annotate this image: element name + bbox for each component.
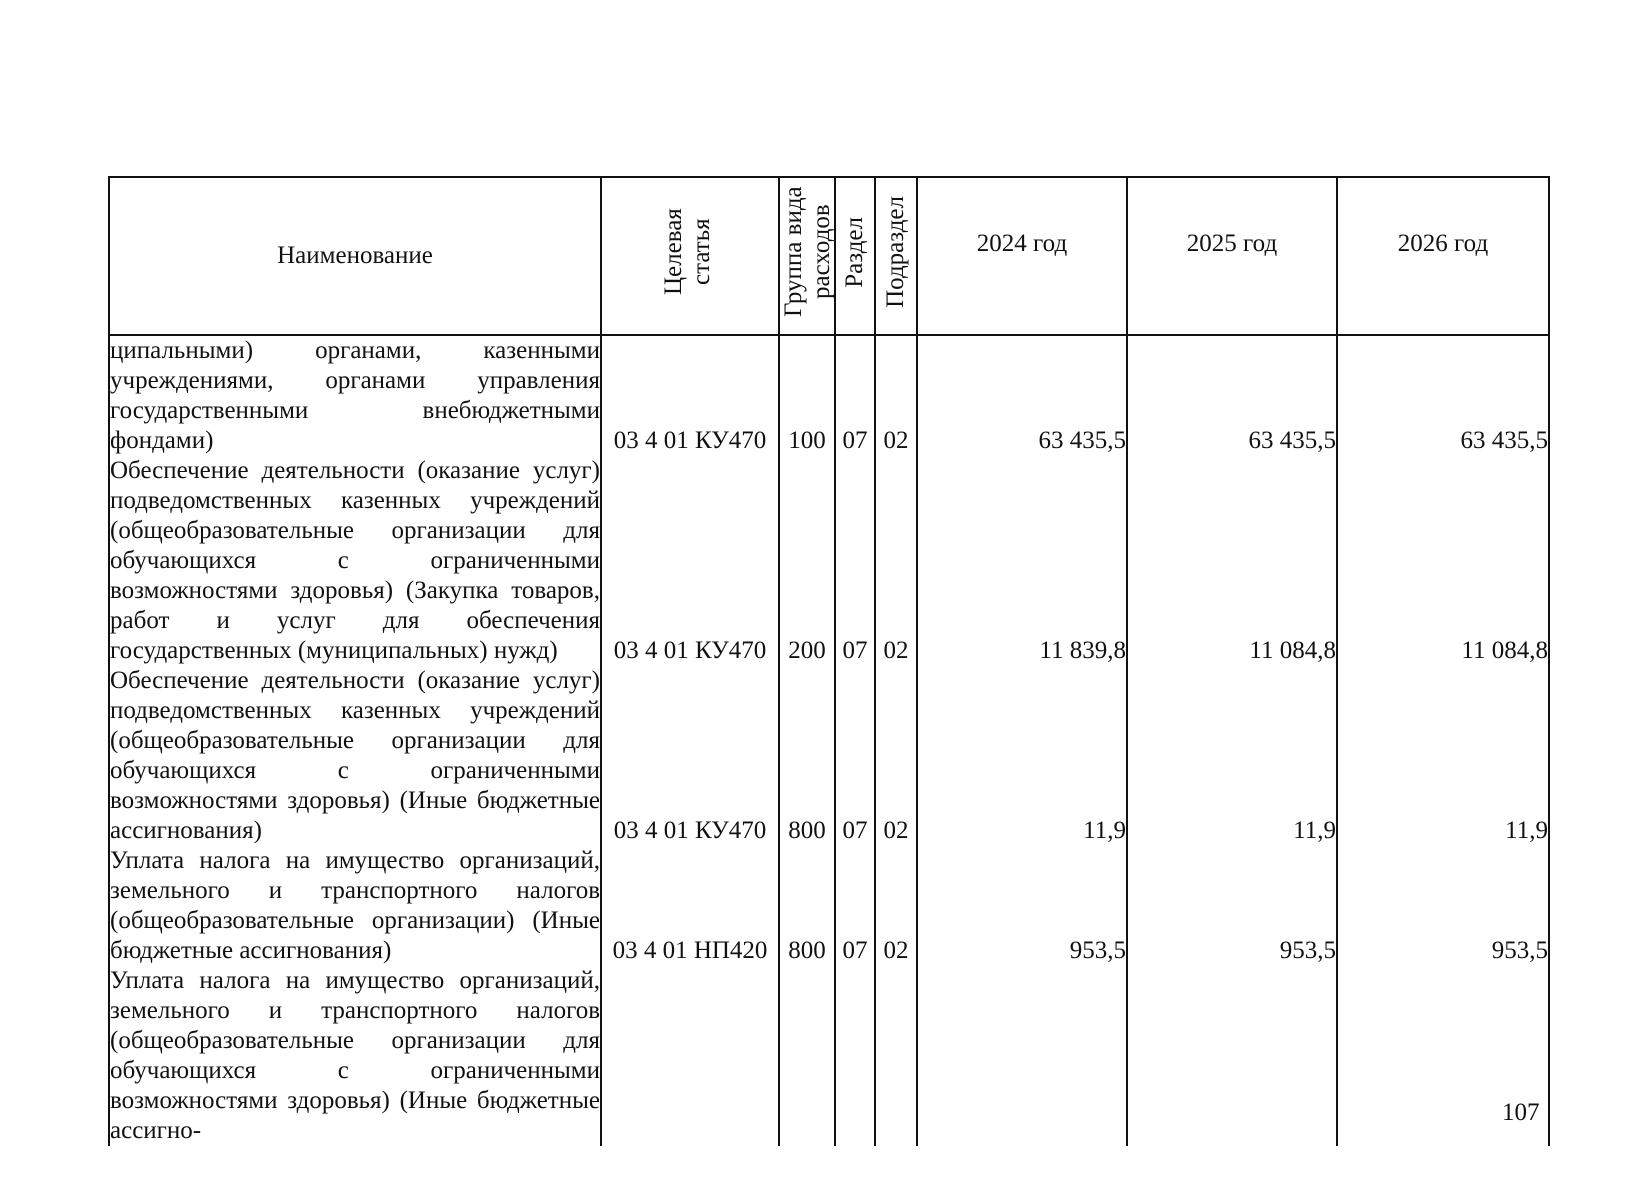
row-2025 xyxy=(1127,966,1337,1146)
table-header-row xyxy=(109,177,1549,335)
row-target: 03 4 01 КУ470 xyxy=(601,456,779,666)
table-row xyxy=(109,846,1549,966)
row-subsection: 02 xyxy=(875,846,917,966)
row-2025: 953,5 xyxy=(1127,846,1337,966)
row-subsection: 02 xyxy=(875,335,917,456)
row-section: 07 xyxy=(835,846,875,966)
row-group: 800 xyxy=(779,846,835,966)
header-group: Группа вида расходов xyxy=(779,177,835,335)
row-2025: 63 435,5 xyxy=(1127,335,1337,456)
row-section: 07 xyxy=(835,335,875,456)
row-group: 100 xyxy=(779,335,835,456)
row-2026: 63 435,5 xyxy=(1337,335,1549,456)
row-2026: 11 084,8 xyxy=(1337,456,1549,666)
row-section: 07 xyxy=(835,666,875,846)
row-name: Уплата налога на имущество организаций, земельного и транспортного налогов (общеобразовательные организации для обучающихся с ограниченными возможностями здоровья) (Иные бюджетные ассигно- xyxy=(110,967,600,1144)
row-2024: 63 435,5 xyxy=(917,335,1127,456)
row-section: 07 xyxy=(835,456,875,666)
header-2025: 2025 год xyxy=(1127,177,1337,335)
row-name: Обеспечение деятельности (оказание услуг) подведомственных казенных учреждений (общеобразовательные организации для обучающихся с ограниченными возможностями здоровья) (Закупка товаров, работ и услуг для обеспечения государственных (муниципальных) нужд) xyxy=(110,457,600,664)
header-2026: 2026 год xyxy=(1337,177,1549,335)
table-row xyxy=(109,966,1549,1146)
table-row xyxy=(109,456,1549,666)
row-2026: 953,5 xyxy=(1337,846,1549,966)
header-2024: 2024 год xyxy=(917,177,1127,335)
row-2024 xyxy=(917,966,1127,1146)
row-target: 03 4 01 КУ470 xyxy=(601,335,779,456)
row-group xyxy=(779,966,835,1146)
row-subsection xyxy=(875,966,917,1146)
budget-table xyxy=(108,176,1550,1146)
page-number: 107 xyxy=(1502,1099,1540,1126)
row-target xyxy=(601,966,779,1146)
row-2024: 953,5 xyxy=(917,846,1127,966)
table-row xyxy=(109,335,1549,456)
row-name: Уплата налога на имущество организаций, земельного и транспортного налогов (общеобразовательные организации) (Иные бюджетные ассигнования) xyxy=(110,847,600,964)
header-name: Наименование xyxy=(109,177,601,335)
row-2025: 11 084,8 xyxy=(1127,456,1337,666)
row-subsection: 02 xyxy=(875,666,917,846)
row-target: 03 4 01 КУ470 xyxy=(601,666,779,846)
row-name: ципальными) органами, казенными учреждениями, органами управления государственными внебюджетными фондами) xyxy=(110,337,600,454)
row-section xyxy=(835,966,875,1146)
header-subsection: Подраздел xyxy=(875,177,917,335)
row-2024: 11 839,8 xyxy=(917,456,1127,666)
row-subsection: 02 xyxy=(875,456,917,666)
row-2025: 11,9 xyxy=(1127,666,1337,846)
row-name: Обеспечение деятельности (оказание услуг) подведомственных казенных учреждений (общеобразовательные организации для обучающихся с ограниченными возможностями здоровья) (Иные бюджетные ассигнования) xyxy=(110,667,600,844)
row-target: 03 4 01 НП420 xyxy=(601,846,779,966)
row-2026: 11,9 xyxy=(1337,666,1549,846)
table-row xyxy=(109,666,1549,846)
row-group: 200 xyxy=(779,456,835,666)
row-2024: 11,9 xyxy=(917,666,1127,846)
header-target: Целевая статья xyxy=(601,177,779,335)
header-section: Раздел xyxy=(835,177,875,335)
row-group: 800 xyxy=(779,666,835,846)
